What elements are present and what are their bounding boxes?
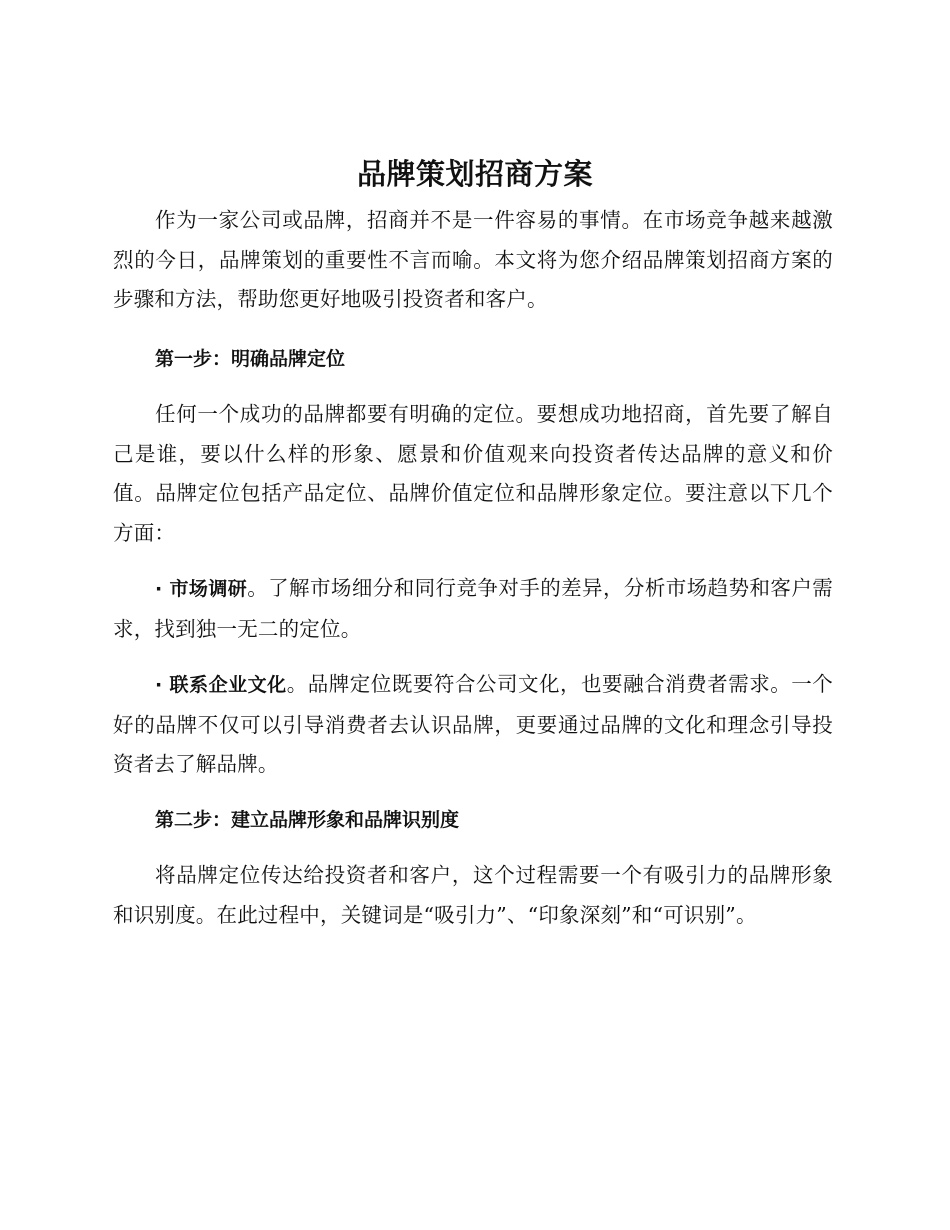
step2-paragraph: 将品牌定位传达给投资者和客户，这个过程需要一个有吸引力的品牌形象和识别度。在此过程中，关键词是“吸引力”、“印象深刻”和“可识别”。 [113, 863, 833, 927]
step1-heading: 第一步：明确品牌定位 [155, 347, 346, 370]
bullet-lead: · 联系企业文化 [155, 674, 287, 696]
document-body [113, 201, 833, 935]
bullet-text: 。了解市场细分和同行竞争对手的差异，分析市场趋势和客户需求，找到独一无二的定位。 [113, 576, 833, 641]
step2-heading: 第二步：建立品牌形象和品牌识别度 [155, 808, 460, 831]
intro-paragraph: 作为一家公司或品牌，招商并不是一件容易的事情。在市场竞争越来越激烈的今日，品牌策划的重要性不言而喻。本文将为您介绍品牌策划招商方案的步骤和方法，帮助您更好地吸引投资者和客户。 [113, 208, 833, 311]
bullet-text: 。品牌定位既要符合公司文化，也要融合消费者需求。一个好的品牌不仅可以引导消费者去认识品牌，更要通过品牌的文化和理念引导投资者去了解品牌。 [113, 672, 833, 776]
document-title: 品牌策划招商方案 [356, 157, 593, 191]
bullet-corporate-culture [113, 665, 833, 785]
bullet-lead: · 市场调研 [155, 578, 248, 600]
bullet-market-research [113, 569, 833, 649]
step1-paragraph: 任何一个成功的品牌都要有明确的定位。要想成功地招商，首先要了解自己是谁，要以什么样的形象、愿景和价值观来向投资者传达品牌的意义和价值。品牌定位包括产品定位、品牌价值定位和品牌形象定位。要注意以下几个方面： [113, 402, 833, 545]
